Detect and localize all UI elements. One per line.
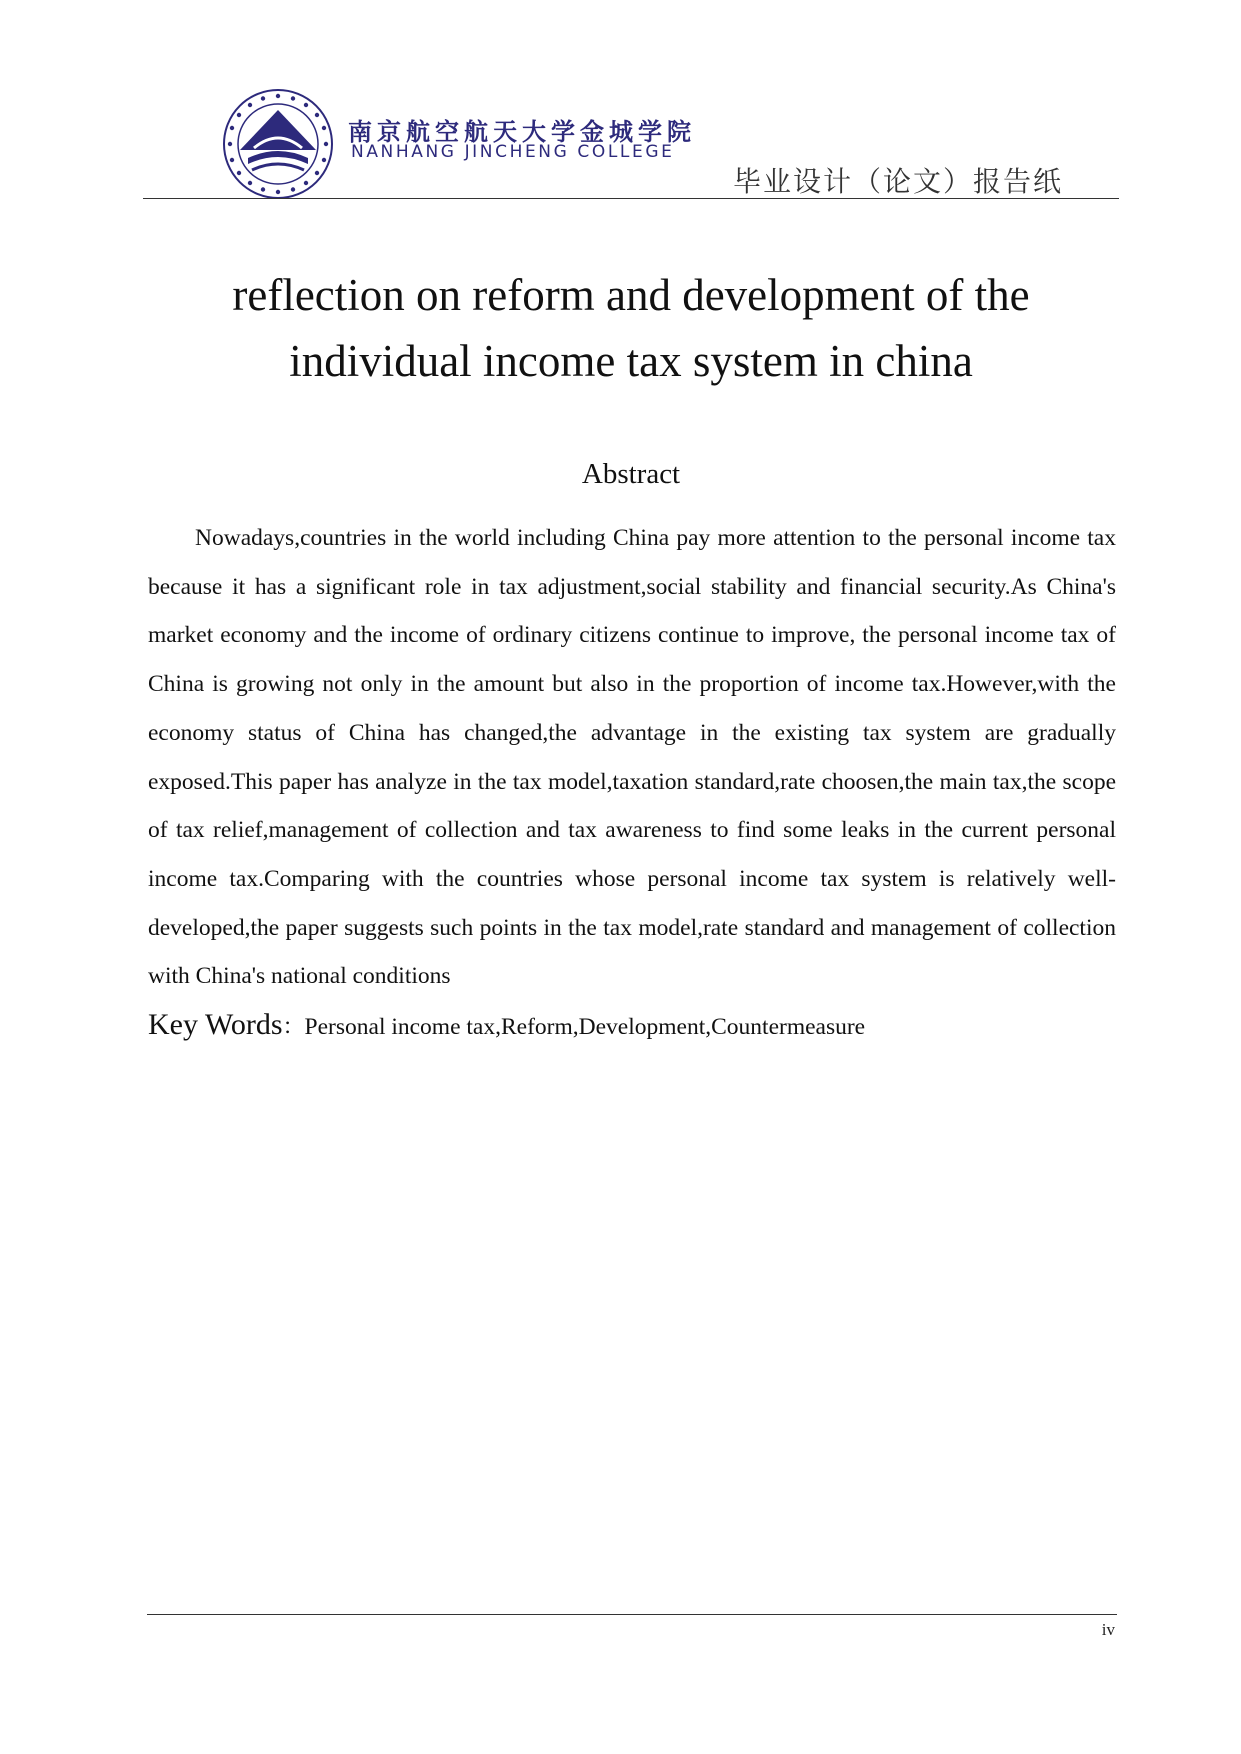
keywords-values: Personal income tax,Reform,Development,Countermeasure [304,1014,866,1040]
keywords-separator: ： [282,1015,305,1040]
page-number: iv [1101,1620,1115,1639]
abstract-body: Nowadays,countries in the world including China pay more attention to the personal income tax because it has a significant role in tax adjustment,social stability and financial security.As China's market economy and the income of ordinary citizens continue to improve, the personal income tax of China is growing not only in the amount but also in the proportion of income tax.However,with the economy status of China has changed,the advantage in the existing tax system are gradually exposed.This paper has analyze in the tax model,taxation standard,rate choosen,the main tax,the scope of tax relief,management of collection and tax awareness to find some leaks in the current personal income tax.Comparing with the countries whose personal income tax system is relatively well-developed,the paper suggests such points in the tax model,rate standard and management of collection with China's national conditions [148,525,1116,990]
header-divider [143,198,1119,199]
title-line-1: reflection on reform and development of the [232,270,1030,320]
page-header [0,0,1241,205]
college-name-en: NANHANG JINCHENG COLLEGE [351,142,675,162]
keywords-label: Key Words [148,1008,283,1041]
document-title [143,262,1119,394]
keywords-line [148,1008,1116,1042]
college-name-cn: 南京航空航天大学金城学院 [348,117,696,146]
footer-divider [147,1614,1117,1615]
title-line-2: individual income tax system in china [289,336,973,386]
report-paper-label: 毕业设计（论文）报告纸 [732,165,1063,198]
college-emblem-icon [222,88,334,200]
abstract-heading: Abstract [581,458,681,490]
